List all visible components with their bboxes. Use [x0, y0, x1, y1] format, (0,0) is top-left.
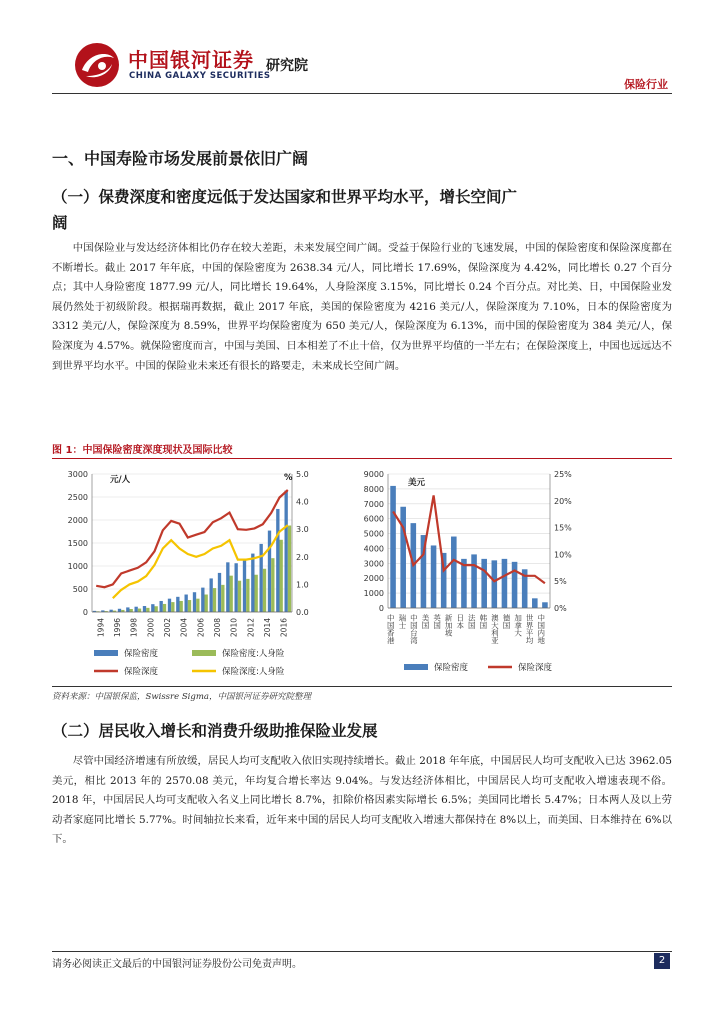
y-tick-left: 0	[82, 608, 88, 617]
subsection-heading-2: （二）居民收入增长和消费升级助推保险业发展	[52, 722, 378, 740]
y-tick-right: 2.0	[296, 552, 309, 562]
x-tick-label: 中国内地	[536, 614, 546, 644]
y-tick-left: 3000	[363, 559, 384, 569]
bar	[171, 602, 174, 612]
bar	[492, 560, 498, 608]
bar	[532, 598, 538, 608]
brand-name-en: CHINA GALAXY SECURITIES	[129, 71, 271, 81]
x-tick-label: 1998	[129, 618, 139, 638]
subsection-heading-1: （一）保费深度和密度远低于发达国家和世界平均水平，增长空间广阔	[52, 188, 518, 232]
bar	[118, 609, 121, 612]
x-tick-label: 1996	[113, 618, 122, 638]
bar	[135, 607, 138, 612]
y-tick-left: 2000	[363, 574, 384, 584]
brand-department: 研究院	[266, 58, 308, 74]
legend-label: 保险深度:人身险	[222, 667, 285, 677]
x-tick-label: 2010	[229, 618, 239, 638]
bar	[201, 588, 204, 612]
x-tick-label: 法国	[467, 614, 477, 629]
bar	[471, 554, 477, 608]
y-tick-left: 1000	[67, 562, 88, 571]
y-tick-left: 2500	[67, 493, 88, 502]
bar	[226, 562, 229, 612]
x-tick-label: 中国香港	[386, 614, 396, 644]
y-tick-right: 0.0	[296, 608, 309, 617]
chart1-bars	[93, 491, 291, 612]
x-tick-label: 世界平均	[525, 614, 535, 644]
bar	[251, 554, 254, 612]
y-tick-left: 5000	[363, 529, 384, 539]
x-tick-label: 英国	[432, 614, 442, 629]
y-tick-left: 2000	[67, 516, 88, 525]
bar	[185, 595, 188, 612]
bar	[163, 604, 166, 612]
x-tick-label: 2016	[279, 618, 289, 638]
bar	[271, 558, 274, 612]
bar	[126, 607, 129, 612]
y-tick-right: 5.0	[296, 470, 309, 479]
legend-swatch	[404, 664, 428, 670]
series-line	[96, 490, 288, 587]
y-tick-right: 25%	[554, 470, 572, 479]
bar	[288, 526, 291, 612]
x-tick-label: 1994	[96, 618, 106, 638]
x-tick-label: 2004	[179, 618, 189, 638]
bar	[146, 608, 149, 612]
legend-label: 保险深度	[124, 667, 159, 677]
y-tick-left: 7000	[363, 499, 384, 509]
figure-top-rule	[52, 458, 672, 459]
bar	[180, 601, 183, 612]
bar	[193, 592, 196, 612]
bar	[243, 560, 246, 612]
x-tick-label: 韩国	[478, 614, 488, 629]
x-tick-label: 2006	[196, 618, 206, 638]
y-tick-left: 8000	[363, 484, 384, 494]
bar	[218, 573, 221, 612]
x-tick-label: 日本	[455, 614, 465, 629]
bar	[431, 545, 437, 608]
paragraph-insurance-density: 中国保险业与发达经济体相比仍存在较大差距，未来发展空间广阔。受益于保险行业的飞速发展，中国的保险密度和保险深度都在不断增长。截止 2017 年年底，中国的保险密度为 2638.34 元/人，同比增长 17.69%，保险深度为 4.42%，同比增长 0.27 个百分点；其中人身险密度 1877.99 元/人，同比增长 19.64%，人身险深度 3.15%，同比增长 0.24 个百分点。对比美、日，中国保险业发展仍然处于初级阶段。根据瑞再数据，截止 2017 年底，美国的保险密度为 4216 美元/人，保险深度为 7.10%，日本的保险密度为 3312 美元/人，保险深度为 8.59%，世界平均保险密度为 650 美元/人，保险深度为 6.13%，而中国的保险密度为 384 美元/人，保险深度为 4.57%。就保险密度而言，中国与美国、日本相差了不止十倍，仅为世界平均值的一半左右；在保险深度上，中国也远远达不到世界平均水平。中国的保险业未来还有很长的路要走，未来成长空间广阔。	[52, 242, 672, 372]
bar	[160, 601, 163, 612]
bar	[390, 486, 396, 608]
y-tick-left: 6000	[363, 514, 384, 524]
x-tick-label: 2014	[263, 618, 272, 638]
bar	[246, 579, 249, 612]
bar	[238, 581, 241, 612]
bar	[542, 602, 548, 608]
x-tick-label: 中国台湾	[409, 614, 419, 644]
figure-bottom-rule	[52, 686, 672, 687]
bar	[502, 559, 508, 608]
header-divider	[52, 93, 672, 94]
industry-label: 保险行业	[624, 78, 668, 91]
bar	[230, 576, 233, 612]
legend-swatch	[94, 650, 118, 656]
figure-title: 图 1：中国保险密度深度现状及国际比较	[52, 445, 233, 456]
y-tick-left: 3000	[67, 470, 88, 479]
paragraph-income-growth: 尽管中国经济增速有所放缓，居民人均可支配收入依旧实现持续增长。截止 2018 年年底，中国居民人均可支配收入已达 3962.05 美元，相比 2013 年的 2570.08 美元，年均复合增长率达 9.04%。与发达经济体相比，中国居民人均可支配收入增速表现不俗。2018 年，中国居民人均可支配收入名义上同比增长 8.7%，扣除价格因素实际增长 6.5%；美国同比增长 5.47%；日本两人及以上劳动者家庭同比增长 5.77%。时间轴拉长来看，近年来中国的居民人均可支配收入增速大都保持在 8%以上，而美国、日本维持在 6%以下。	[52, 755, 672, 846]
intl-comparison-chart	[356, 462, 672, 684]
bar	[512, 562, 518, 608]
x-tick-label: 新加坡	[444, 614, 454, 637]
bar	[196, 599, 199, 612]
footer-divider	[52, 951, 672, 952]
y-tick-right: 3.0	[296, 525, 309, 535]
bar	[260, 544, 263, 612]
china-density-chart	[52, 462, 352, 684]
bar	[155, 606, 158, 612]
y-tick-right: 5%	[554, 577, 567, 587]
y-tick-left: 1500	[67, 539, 88, 548]
legend-swatch	[192, 650, 216, 656]
bar	[276, 509, 279, 612]
bar	[280, 540, 283, 612]
bar	[143, 606, 146, 612]
bar	[210, 578, 213, 612]
bar	[176, 597, 179, 612]
bar	[400, 507, 406, 608]
bar	[451, 537, 457, 608]
page-number: 2	[654, 953, 670, 969]
x-tick-label: 2002	[163, 618, 172, 638]
figure-source: 资料来源：中国银保监，Swissre Sigma，中国银河证券研究院整理	[52, 692, 311, 702]
y-tick-right: 0%	[554, 604, 567, 613]
x-tick-label: 美国	[421, 614, 430, 629]
legend-label: 保险密度	[434, 663, 469, 673]
x-tick-label: 瑞士	[397, 614, 407, 629]
bar	[461, 559, 467, 608]
footer-disclaimer: 请务必阅读正文最后的中国银河证券股份公司免责声明。	[52, 959, 302, 970]
x-tick-label: 2000	[146, 618, 156, 638]
y-tick-left: 9000	[363, 470, 384, 479]
left-unit-label: 美元	[408, 478, 426, 488]
x-tick-label: 澳大利亚	[490, 614, 500, 644]
x-tick-label: 2008	[213, 618, 222, 638]
y-tick-right: 4.0	[296, 497, 309, 507]
y-tick-right: 10%	[554, 550, 572, 560]
bar	[138, 609, 141, 612]
bar	[188, 600, 191, 612]
bar	[255, 575, 258, 612]
y-tick-left: 0	[378, 604, 384, 613]
bar	[130, 609, 133, 612]
bar	[151, 604, 154, 612]
chart1-legend	[94, 648, 285, 677]
y-tick-right: 15%	[554, 523, 572, 533]
bar	[481, 559, 487, 608]
china-galaxy-logo-icon	[72, 40, 122, 90]
bar	[235, 563, 238, 612]
brand-name-cn: 中国银河证券	[128, 48, 254, 72]
chart1-lines	[96, 490, 288, 598]
bar	[268, 531, 271, 612]
bar	[205, 595, 208, 612]
x-tick-label: 2012	[246, 618, 256, 638]
x-tick-label: 加拿大	[513, 614, 523, 637]
y-tick-left: 4000	[363, 544, 384, 554]
legend-label: 保险密度	[124, 649, 159, 659]
bar	[263, 569, 266, 612]
legend-label: 保险深度	[518, 663, 553, 673]
bar	[221, 585, 224, 612]
legend-label: 保险密度:人身险	[222, 649, 285, 659]
chart2-bars	[390, 486, 547, 608]
x-tick-label: 德国	[502, 614, 511, 629]
y-tick-left: 1000	[363, 589, 384, 599]
y-tick-right: 20%	[554, 496, 572, 506]
y-tick-right: 1.0	[296, 580, 309, 590]
bar	[213, 588, 216, 612]
bar	[168, 599, 171, 612]
chart2-legend	[404, 662, 553, 673]
right-unit-label: %	[284, 473, 293, 483]
bar	[285, 491, 288, 612]
section-heading: 一、中国寿险市场发展前景依旧广阔	[52, 149, 309, 168]
y-tick-left: 500	[72, 585, 88, 594]
left-unit-label: 元/人	[110, 475, 131, 485]
